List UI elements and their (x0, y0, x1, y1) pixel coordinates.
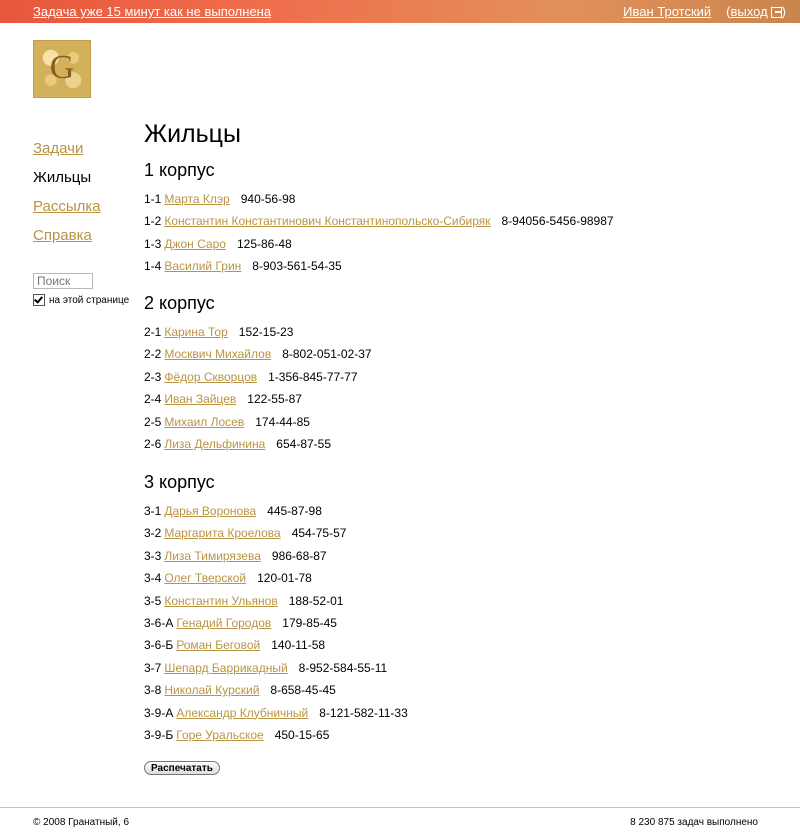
tenant-list (144, 504, 408, 750)
apartment-number: 2-2 (144, 347, 162, 362)
logout-paren-open: ( (726, 4, 731, 19)
tenant-phone: 454-75-57 (291, 526, 347, 541)
tenant-name-link[interactable]: Джон Саро (164, 236, 226, 251)
logout-paren-close: ) (781, 4, 786, 19)
tenant-list (144, 192, 614, 282)
apartment-number: 2-4 (144, 392, 162, 407)
tenant-row (144, 683, 408, 705)
tenant-name-link[interactable]: Горе Уральское (176, 727, 264, 742)
apartment-number: 3-9-А (144, 705, 174, 720)
tenant-phone: 8-94056-5456-98987 (501, 214, 614, 229)
tenant-phone: 8-658-45-45 (270, 683, 336, 698)
tenant-row (144, 526, 408, 548)
tenant-phone: 1-356-845-77-77 (268, 369, 358, 384)
tenant-row (144, 437, 372, 459)
building-section-2 (144, 293, 372, 459)
tenant-row (144, 706, 408, 728)
apartment-number: 3-5 (144, 593, 162, 608)
this-page-label: на этой странице (49, 294, 130, 306)
tenant-row (144, 214, 614, 236)
tenant-phone: 8-802-051-02-37 (282, 347, 372, 362)
apartment-number: 1-1 (144, 192, 162, 206)
tenant-name-link[interactable]: Роман Беговой (176, 638, 261, 653)
tenant-row (144, 325, 372, 347)
tenant-row (144, 571, 408, 593)
apartment-number: 3-9-Б (144, 727, 174, 742)
main-content (144, 120, 241, 149)
apartment-number: 3-4 (144, 571, 162, 586)
apartment-number: 2-5 (144, 414, 162, 429)
tenant-row (144, 504, 408, 526)
tenant-phone: 122-55-87 (247, 392, 302, 407)
tenant-name-link[interactable]: Маргарита Кроелова (164, 526, 281, 541)
tenant-name-link[interactable]: Александр Клубничный (176, 705, 309, 720)
nav-tasks[interactable]: Задачи (33, 140, 84, 157)
tenant-name-link[interactable]: Москвич Михайлов (164, 347, 272, 362)
tenant-row (144, 192, 614, 214)
tenant-phone: 445-87-98 (267, 504, 322, 518)
apartment-number: 1-4 (144, 259, 162, 274)
apartment-number: 1-3 (144, 236, 162, 251)
tenant-row (144, 549, 408, 571)
nav-tenants-current: Жильцы (33, 169, 92, 186)
search-this-page-option[interactable] (33, 294, 129, 306)
tenant-phone: 8-952-584-55-11 (298, 660, 388, 675)
tenant-name-link[interactable]: Олег Тверской (164, 571, 247, 586)
tenant-row (144, 347, 372, 369)
tenant-name-link[interactable]: Михаил Лосев (164, 414, 245, 429)
tenant-row (144, 259, 614, 281)
print-button[interactable]: Распечатать (144, 761, 220, 775)
tenant-name-link[interactable]: Константин Ульянов (164, 593, 278, 608)
side-nav (33, 140, 101, 256)
apartment-number: 3-6-Б (144, 638, 174, 653)
tenant-phone: 179-85-45 (282, 615, 337, 630)
search-input[interactable] (33, 273, 93, 289)
tenant-name-link[interactable]: Фёдор Скворцов (164, 369, 258, 384)
apartment-number: 3-8 (144, 683, 162, 698)
tenant-name-link[interactable]: Иван Зайцев (164, 392, 237, 407)
section-title: 3 корпус (144, 472, 215, 492)
tenant-name-link[interactable]: Марта Клэр (164, 192, 230, 206)
logout-link[interactable]: выход (730, 4, 768, 19)
apartment-number: 2-6 (144, 436, 162, 451)
tenant-row (144, 594, 408, 616)
tenant-list (144, 325, 372, 459)
tenant-row (144, 728, 408, 750)
tenant-row (144, 661, 408, 683)
apartment-number: 3-7 (144, 660, 162, 675)
tenant-phone: 120-01-78 (257, 571, 312, 586)
apartment-number: 2-3 (144, 369, 162, 384)
footer-task-count: 8 230 875 задач выполнено (630, 817, 758, 828)
tenant-phone: 450-15-65 (274, 727, 330, 742)
tenant-phone: 140-11-58 (271, 638, 326, 653)
tenant-name-link[interactable]: Константин Константинович Константинопольско-Сибиряк (164, 214, 491, 229)
apartment-number: 3-6-А (144, 615, 174, 630)
tenant-name-link[interactable]: Генадий Городов (176, 615, 272, 630)
exit-icon[interactable] (771, 7, 782, 18)
tenant-phone: 152-15-23 (238, 325, 294, 339)
tenant-name-link[interactable]: Шепард Баррикадный (164, 660, 288, 675)
tenant-row (144, 415, 372, 437)
logo-letter: G (49, 49, 75, 86)
tenant-phone: 125-86-48 (236, 236, 292, 251)
apartment-number: 3-1 (144, 504, 162, 518)
apartment-number: 3-2 (144, 526, 162, 541)
tenant-phone: 654-87-55 (276, 436, 332, 451)
tenant-phone: 188-52-01 (288, 593, 344, 608)
user-box (623, 4, 786, 19)
tenant-name-link[interactable]: Лиза Дельфинина (164, 436, 266, 451)
tenant-name-link[interactable]: Дарья Воронова (164, 504, 257, 518)
nav-mailing[interactable]: Рассылка (33, 198, 101, 215)
footer-divider (0, 807, 800, 808)
tenant-row (144, 616, 408, 638)
footer-copyright: © 2008 Гранатный, 6 (33, 817, 130, 828)
user-name-link[interactable]: Иван Тротский (623, 4, 712, 19)
tenant-row (144, 638, 408, 660)
tenant-name-link[interactable]: Карина Тор (164, 325, 228, 339)
tenant-phone: 940-56-98 (240, 192, 296, 206)
this-page-checkbox[interactable] (33, 294, 45, 306)
tenant-row (144, 392, 372, 414)
building-section-1 (144, 160, 614, 282)
page-title: Жильцы (144, 120, 241, 148)
tenant-name-link[interactable]: Лиза Тимирязева (164, 548, 261, 563)
tenant-phone: 8-121-582-11-33 (319, 705, 408, 720)
tenant-row (144, 237, 614, 259)
tenant-phone: 8-903-561-54-35 (252, 259, 342, 274)
tenant-name-link[interactable]: Василий Грин (164, 259, 242, 274)
site-logo[interactable] (33, 40, 91, 98)
apartment-number: 1-2 (144, 214, 162, 229)
task-alert-link[interactable]: Задача уже 15 минут как не выполнена (33, 4, 272, 19)
apartment-number: 2-1 (144, 325, 162, 339)
section-title: 1 корпус (144, 160, 215, 180)
nav-help[interactable]: Справка (33, 227, 92, 244)
apartment-number: 3-3 (144, 548, 162, 563)
top-bar (0, 0, 800, 23)
section-title: 2 корпус (144, 293, 215, 313)
tenant-phone: 986-68-87 (271, 548, 327, 563)
tenant-name-link[interactable]: Николай Курский (164, 683, 260, 698)
building-section-3 (144, 472, 408, 750)
tenant-row (144, 370, 372, 392)
tenant-phone: 174-44-85 (255, 414, 310, 429)
